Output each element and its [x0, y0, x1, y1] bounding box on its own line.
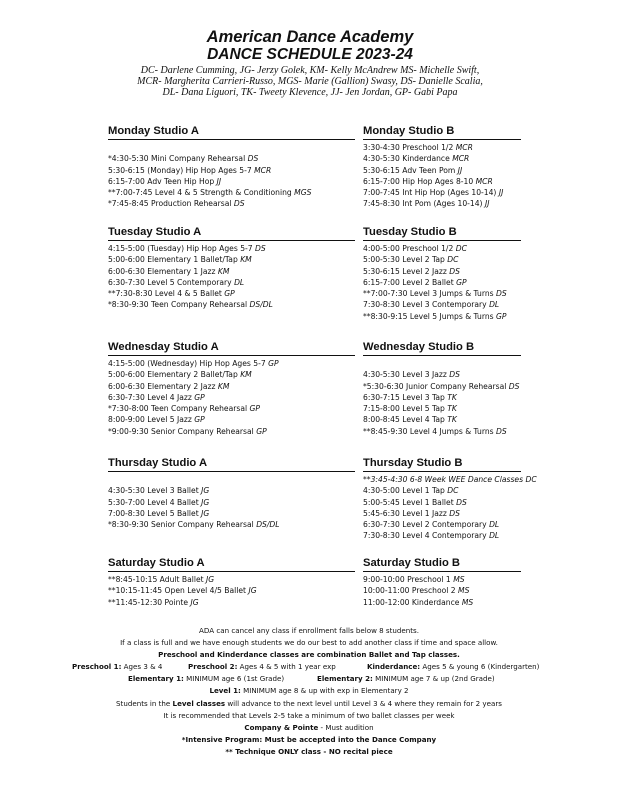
- preschool-1-value: Ages 3 & 4: [121, 662, 163, 672]
- instructor-code: DC: [455, 244, 467, 253]
- class-text: 6:30-7:15 Level 3 Tap: [363, 392, 445, 402]
- instructor-code: DS/DL: [256, 520, 280, 530]
- class-row: [363, 142, 521, 153]
- studio-heading: Tuesday Studio A: [108, 226, 355, 241]
- level-1-label: Level 1:: [209, 686, 241, 696]
- kinderdance-label: Kinderdance:: [367, 662, 421, 672]
- class-row: [363, 381, 521, 392]
- class-text: 4:30-5:30 Level 3 Jazz: [363, 370, 447, 380]
- instructor-code: JG: [206, 575, 215, 584]
- class-row: [108, 508, 355, 519]
- class-row: [108, 288, 355, 299]
- class-row: [363, 426, 521, 437]
- class-text: *8:30-9:30 Senior Company Rehearsal: [108, 520, 254, 530]
- class-text: 8:00-9:00 Level 5 Jazz: [108, 415, 192, 425]
- note-combination-text: Preschool and Kinderdance classes are combination Ballet and Tap classes.: [158, 650, 460, 660]
- academy-title: American Dance Academy: [206, 28, 414, 46]
- class-row: [363, 288, 521, 299]
- class-row: [363, 311, 521, 322]
- class-row: [363, 266, 521, 277]
- technique-bold: NO recital piece: [328, 746, 393, 756]
- instructor-code: GP: [256, 426, 267, 436]
- instructor-code: DL: [489, 531, 500, 541]
- class-text: 4:00-5:00 Preschool 1/2: [363, 244, 454, 253]
- instructor-code: MS: [458, 586, 470, 596]
- studio-heading: Wednesday Studio B: [363, 341, 521, 356]
- instructor-code: MS: [461, 597, 474, 607]
- instructor-code: JG: [190, 597, 199, 607]
- instructor-code: DS: [508, 381, 520, 391]
- intensive-text: *Intensive Program: Must be accepted into the Dance Company: [181, 734, 437, 744]
- instructor-code: GP: [224, 289, 235, 299]
- class-text: 9:00-10:00 Preschool 1: [363, 575, 451, 584]
- studio-heading: Saturday Studio A: [108, 557, 355, 572]
- class-text: 5:30-6:15 Level 2 Jazz: [363, 266, 447, 276]
- instructor-key-line: DC- Darlene Cumming, JG- Jerzy Golek, KM- Kelly McAndrew MS- Michelle Swift,: [140, 65, 480, 76]
- class-text: **7:00-7:30 Level 3 Jumps & Turns: [363, 289, 494, 299]
- class-row: [108, 299, 355, 310]
- wednesday-studio-b: [363, 341, 521, 437]
- instructor-code: GP: [268, 359, 279, 368]
- instructor-code: JJ: [457, 165, 463, 175]
- elementary-1-label: Elementary 1:: [128, 674, 184, 684]
- class-row: [363, 508, 521, 519]
- note-audition: [40, 722, 578, 734]
- instructor-code: DS: [449, 508, 460, 518]
- class-text: 5:00-6:00 Elementary 1 Ballet/Tap: [108, 255, 238, 265]
- instructor-code: JG: [201, 486, 210, 496]
- tuesday-studio-b: [363, 226, 521, 322]
- instructor-code: DL: [489, 300, 500, 310]
- class-text: 7:30-8:30 Level 3 Contemporary: [363, 300, 487, 310]
- class-text: 5:00-6:00 Elementary 2 Ballet/Tap: [108, 370, 238, 380]
- instructor-code: DS: [449, 370, 460, 380]
- class-row: [363, 277, 521, 288]
- class-row: [363, 153, 521, 164]
- elementary-1-value: MINIMUM age 6 (1st Grade): [183, 674, 285, 684]
- class-text: **7:30-8:30 Level 4 & 5 Ballet: [108, 289, 222, 299]
- instructor-code: MCR: [455, 143, 473, 152]
- class-row: [363, 176, 521, 187]
- class-text: *8:30-9:30 Teen Company Rehearsal: [108, 300, 248, 310]
- class-row: [363, 585, 521, 596]
- instructor-key: [60, 65, 560, 98]
- instructor-code: TK: [447, 415, 457, 425]
- kinderdance-value: Ages 5 & young 6 (Kindergarten): [420, 662, 540, 672]
- class-text: 6:00-6:30 Elementary 1 Jazz: [108, 266, 216, 276]
- class-row: [363, 392, 521, 403]
- header: [60, 28, 560, 98]
- elementary-1-ages: [128, 673, 284, 685]
- class-row: [363, 403, 521, 414]
- wednesday-studio-a: [108, 341, 355, 437]
- studio-heading: Monday Studio A: [108, 125, 355, 140]
- class-row: [363, 597, 521, 608]
- class-row: [108, 277, 355, 288]
- class-row: [108, 426, 355, 437]
- note-advance: [40, 698, 578, 710]
- instructor-code: DC: [525, 475, 537, 484]
- instructor-code: TK: [447, 404, 457, 414]
- class-text: **3:45-4:30 6-8 Week WEE Dance Classes: [363, 475, 524, 484]
- note-ages-row: [40, 661, 578, 673]
- preschool-1-label: Preschool 1:: [72, 662, 122, 672]
- studio-heading: Saturday Studio B: [363, 557, 521, 572]
- class-row: [363, 497, 521, 508]
- monday-studio-a: [108, 125, 355, 210]
- instructor-code: KM: [240, 370, 252, 380]
- instructor-code: MCR: [254, 165, 272, 175]
- class-text: 5:30-6:15 (Monday) Hip Hop Ages 5-7: [108, 165, 252, 175]
- advance-pre: Students in the: [116, 698, 173, 708]
- instructor-code: GP: [456, 277, 467, 287]
- instructor-key-line: DL- Dana Liguori, TK- Tweety Klevence, JJ- Jen Jordan, GP- Gabi Papa: [162, 87, 458, 98]
- class-row: [108, 266, 355, 277]
- class-text: 7:30-8:30 Level 4 Contemporary: [363, 531, 487, 541]
- class-row: [363, 369, 521, 380]
- class-text: **10:15-11:45 Open Level 4/5 Ballet: [108, 586, 247, 596]
- instructor-code: DS: [496, 289, 507, 299]
- advance-post: will advance to the next level until Level 3 & 4 where they remain for 2 years: [225, 698, 502, 708]
- instructor-code: JG: [201, 508, 210, 518]
- instructor-code: DS: [496, 426, 507, 436]
- class-text: 10:00-11:00 Preschool 2: [363, 586, 456, 596]
- class-text: 4:30-5:00 Level 1 Tap: [363, 486, 445, 496]
- class-text: 4:30-5:30 Level 3 Ballet: [108, 486, 199, 496]
- elementary-2-label: Elementary 2:: [317, 674, 373, 684]
- class-text: 11:00-12:00 Kinderdance: [363, 597, 460, 607]
- class-row: [363, 414, 521, 425]
- audition-bold: Company & Pointe: [244, 722, 319, 732]
- class-row: [363, 519, 521, 530]
- instructor-code: JJ: [498, 188, 504, 198]
- class-row: [363, 574, 521, 585]
- class-row: [108, 165, 355, 176]
- class-row: [108, 519, 355, 530]
- class-text: 4:30-5:30 Kinderdance: [363, 154, 450, 164]
- class-text: 6:15-7:00 Adv Teen Hip Hop: [108, 176, 215, 186]
- tuesday-studio-a: [108, 226, 355, 311]
- class-text: *4:30-5:30 Mini Company Rehearsal: [108, 154, 246, 164]
- class-row: [108, 574, 355, 585]
- class-row: [108, 414, 355, 425]
- class-row: [108, 243, 355, 254]
- instructor-code: DC: [447, 255, 459, 265]
- class-row: [363, 243, 521, 254]
- kinderdance-ages: [367, 661, 539, 673]
- class-text: **8:45-9:30 Level 4 Jumps & Turns: [363, 426, 494, 436]
- class-text: 5:00-5:45 Level 1 Ballet: [363, 497, 454, 507]
- instructor-code: MGS: [294, 188, 312, 198]
- instructor-code: GP: [496, 311, 507, 321]
- instructor-code: DS: [449, 266, 460, 276]
- saturday-studio-a: [108, 557, 355, 608]
- instructor-code: MCR: [475, 176, 493, 186]
- audition-post: - Must audition: [318, 722, 374, 732]
- note-cancel: ADA can cancel any class if enrollment falls below 8 students.: [199, 626, 419, 635]
- class-text: 8:00-8:45 Level 4 Tap: [363, 415, 445, 425]
- instructor-code: DC: [447, 486, 459, 496]
- instructor-code: MS: [453, 575, 465, 584]
- class-text: 4:15-5:00 (Tuesday) Hip Hop Ages 5-7: [108, 244, 253, 253]
- class-row: [108, 474, 355, 485]
- instructor-code: DS/DL: [249, 300, 273, 310]
- class-row: [108, 142, 355, 153]
- instructor-code: DL: [234, 277, 245, 287]
- class-row: [108, 381, 355, 392]
- instructor-code: DS: [255, 244, 266, 253]
- class-text: 6:30-7:30 Level 2 Contemporary: [363, 520, 487, 530]
- class-text: 5:30-6:15 Adv Teen Pom: [363, 165, 456, 175]
- class-row: [363, 165, 521, 176]
- studio-heading: Thursday Studio A: [108, 457, 355, 472]
- class-text: 4:15-5:00 (Wednesday) Hip Hop Ages 5-7: [108, 359, 266, 368]
- studio-heading: Tuesday Studio B: [363, 226, 521, 241]
- instructor-code: JG: [201, 497, 210, 507]
- class-text: **8:30-9:15 Level 5 Jumps & Turns: [363, 311, 494, 321]
- class-row: [108, 358, 355, 369]
- note-full-class: If a class is full and we have enough students we do our best to add another class if time and space allow.: [120, 638, 498, 648]
- instructor-code: GP: [194, 392, 205, 402]
- instructor-code: MCR: [452, 154, 470, 164]
- note-intensive: [40, 734, 578, 746]
- thursday-studio-b: [363, 457, 537, 542]
- class-text: **11:45-12:30 Pointe: [108, 597, 189, 607]
- studio-heading: Monday Studio B: [363, 125, 521, 140]
- class-text: *9:00-9:30 Senior Company Rehearsal: [108, 426, 254, 436]
- class-row: [363, 358, 521, 369]
- class-text: 7:00-7:45 Int Hip Hop (Ages 10-14): [363, 188, 497, 198]
- class-text: 5:00-5:30 Level 2 Tap: [363, 255, 445, 265]
- class-text: *5:30-6:30 Junior Company Rehearsal: [363, 381, 507, 391]
- instructor-code: DS: [233, 199, 245, 209]
- note-recommend: It is recommended that Levels 2-5 take a minimum of two ballet classes per week: [163, 710, 455, 720]
- class-text: 6:30-7:30 Level 4 Jazz: [108, 392, 192, 402]
- class-row: [108, 392, 355, 403]
- instructor-code: KM: [240, 255, 252, 265]
- advance-bold: Level classes: [172, 698, 226, 708]
- class-row: [108, 485, 355, 496]
- note-combination: [40, 649, 578, 661]
- instructor-code: DS: [456, 497, 467, 507]
- class-row: [108, 153, 355, 164]
- thursday-studio-a: [108, 457, 355, 530]
- technique-pre: ** Technique ONLY class -: [225, 746, 329, 756]
- class-row: [108, 369, 355, 380]
- class-row: [363, 474, 537, 485]
- class-text: 7:00-8:30 Level 5 Ballet: [108, 508, 199, 518]
- instructor-code: GP: [249, 404, 260, 414]
- note-elementary-row: [40, 673, 578, 685]
- instructor-code: TK: [447, 392, 457, 402]
- class-row: [363, 187, 521, 198]
- class-row: [108, 585, 355, 596]
- class-row: [363, 485, 521, 496]
- class-text: **7:00-7:45 Level 4 & 5 Strength & Conditioning: [108, 188, 292, 198]
- instructor-code: DL: [489, 520, 500, 530]
- preschool-2-ages: [188, 661, 336, 673]
- class-text: 6:30-7:30 Level 5 Contemporary: [108, 277, 232, 287]
- class-text: *7:30-8:00 Teen Company Rehearsal: [108, 404, 248, 414]
- studio-heading: Thursday Studio B: [363, 457, 521, 472]
- instructor-code: DS: [247, 154, 259, 164]
- elementary-2-value: MINIMUM age 7 & up (2nd Grade): [372, 674, 495, 684]
- class-text: 7:45-8:30 Int Pom (Ages 10-14): [363, 199, 483, 209]
- class-row: [363, 254, 521, 265]
- elementary-2-ages: [317, 673, 495, 685]
- instructor-code: KM: [217, 266, 230, 276]
- class-row: [108, 254, 355, 265]
- preschool-2-label: Preschool 2:: [188, 662, 238, 672]
- class-text: 5:45-6:30 Level 1 Jazz: [363, 508, 447, 518]
- class-text: 5:30-7:00 Level 4 Ballet: [108, 497, 199, 507]
- class-text: 6:00-6:30 Elementary 2 Jazz: [108, 381, 216, 391]
- instructor-code: KM: [217, 381, 230, 391]
- class-text: 7:15-8:00 Level 5 Tap: [363, 404, 445, 414]
- class-text: 6:15-7:00 Hip Hop Ages 8-10: [363, 176, 474, 186]
- class-row: [108, 187, 355, 198]
- class-row: [108, 403, 355, 414]
- monday-studio-b: [363, 125, 521, 210]
- preschool-2-value: Ages 4 & 5 with 1 year exp: [237, 662, 336, 672]
- instructor-code: GP: [194, 415, 205, 425]
- level-1-value: MINIMUM age 8 & up with exp in Elementary 2: [240, 686, 409, 696]
- class-row: [363, 530, 521, 541]
- class-row: [108, 176, 355, 187]
- note-level-1: [40, 685, 578, 697]
- preschool-1-ages: [72, 661, 162, 673]
- instructor-code: JG: [248, 586, 257, 596]
- class-text: 6:15-7:00 Level 2 Ballet: [363, 277, 454, 287]
- class-row: [108, 198, 355, 209]
- class-text: 3:30-4:30 Preschool 1/2: [363, 143, 454, 152]
- instructor-key-line: MCR- Margherita Carrieri-Russo, MGS- Marie (Gallion) Swasy, DS- Danielle Scalia,: [137, 76, 483, 87]
- class-row: [363, 198, 521, 209]
- class-row: [108, 597, 355, 608]
- class-row: [363, 299, 521, 310]
- policy-notes: [40, 625, 578, 758]
- saturday-studio-b: [363, 557, 521, 608]
- class-row: [108, 497, 355, 508]
- note-technique: [40, 746, 578, 758]
- class-text: *7:45-8:45 Production Rehearsal: [108, 199, 232, 209]
- instructor-code: JJ: [216, 176, 222, 186]
- instructor-code: JJ: [484, 199, 490, 209]
- class-text: **8:45-10:15 Adult Ballet: [108, 575, 204, 584]
- schedule-title: DANCE SCHEDULE 2023-24: [207, 46, 413, 63]
- studio-heading: Wednesday Studio A: [108, 341, 355, 356]
